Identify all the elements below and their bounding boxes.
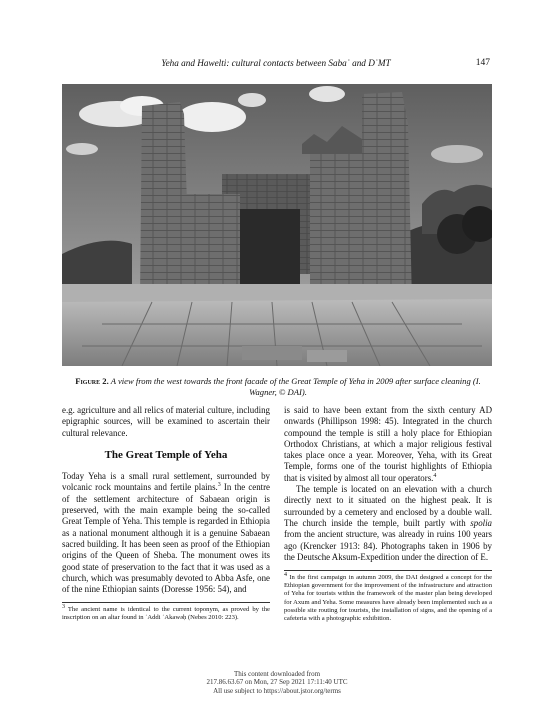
- footnote-3-number: 3: [62, 603, 65, 610]
- figure-caption-text: A view from the west towards the front facade of the Great Temple of Yeha in 2009 after surface cleaning (I. Wagner, © DAI).: [110, 376, 481, 397]
- jstor-line-2: 217.86.63.67 on Mon, 27 Sep 2021 17:11:40 UTC: [206, 678, 348, 687]
- right-paragraph-1a: is said to have been extant from the sixth century AD onwards (Phillipson 1998: 45). Integrated in the church compound the temple is still a holy place for Ethiopian Orthodox Christians, at which a major religious festival takes place once a year. Moreover, Yeha, with its Great Temple, forms one of the tourist highlights of Ethiopia that is visited by almost all tour operators.: [284, 405, 492, 483]
- temple-photo-svg: [62, 84, 492, 366]
- right-paragraph-1: [284, 405, 492, 484]
- footnote-4: [284, 570, 492, 623]
- footnote-3: [62, 602, 270, 622]
- figure-caption: [66, 376, 490, 397]
- footnote-4-text: In the first campaign in autumn 2009, the DAI designed a concept for the Ethiopian government for the improvement of the infrastructure and attraction of Yeha for tourists within the framework of the master plan being developed for Axum and Yeha. Some measures have already been implemented such as a possible site routing for tourists, the installation of signs, and the opening of a cafeteria with a photographic exhibition.: [284, 574, 492, 623]
- footnote-3-text: The ancient name is identical to the current toponym, as proved by the inscription on an altar found in ʿAddi ʿAkawəḥ (Nebes 2010: 223).: [62, 606, 270, 622]
- footnote-ref-3: 3: [217, 482, 221, 489]
- right-paragraph-2a: The temple is located on an elevation with a church directly next to it situated on the highest peak. It is surrounded by a cemetery and enclosed by a double wall. The church inside the temple, built partly with: [284, 484, 492, 528]
- running-title: Yeha and Hawelti: cultural contacts between Sabaʾ and DʿMT: [161, 58, 391, 68]
- figure-label: Figure 2.: [75, 376, 109, 386]
- footnote-4-number: 4: [284, 571, 287, 578]
- left-column: [62, 405, 270, 595]
- right-paragraph-2-italic: spolia: [470, 517, 492, 528]
- right-column: [284, 405, 492, 563]
- temple-photograph: [62, 84, 492, 366]
- left-paragraph-1: e.g. agriculture and all relics of material culture, including epigraphic sources, will be examined to ascertain their cultural relevance.: [62, 405, 270, 438]
- jstor-notice: [0, 670, 554, 695]
- left-paragraph-2b: In the centre of the settlement architecture of Sabaean origin is preserved, with the main example being the so-called Great Temple of Yeha. This temple is regarded in Ethiopia as a national monument although it is a genuine Sabaean sacred building. It has been seen as proof of the Ethiopian origins of the Queen of Sheba. The monument owes its good state of preservation to the fact that it was used as a church, which was presumably devoted to Abba Asfe, one of the nine Ethiopian saints (Doresse 1956: 54), and: [62, 482, 270, 595]
- page-number: 147: [475, 58, 490, 68]
- jstor-line-3: All use subject to https://about.jstor.org/terms: [213, 686, 341, 695]
- section-heading: The Great Temple of Yeha: [104, 448, 228, 461]
- left-paragraph-2a: Today Yeha is a small rural settlement, surrounded by volcanic rock mountains and fertile plains.: [62, 471, 270, 493]
- right-paragraph-2b: from the ancient structure, was already in ruins 100 years ago (Krencker 1913: 84). Photographs taken in 1906 by the Deutsche Aksum-Expedition under the direction of E.: [284, 529, 492, 562]
- left-paragraph-2: [62, 471, 270, 595]
- jstor-line-1: This content downloaded from: [233, 670, 321, 678]
- footnote-ref-4: 4: [433, 472, 437, 479]
- right-paragraph-2: [284, 484, 492, 563]
